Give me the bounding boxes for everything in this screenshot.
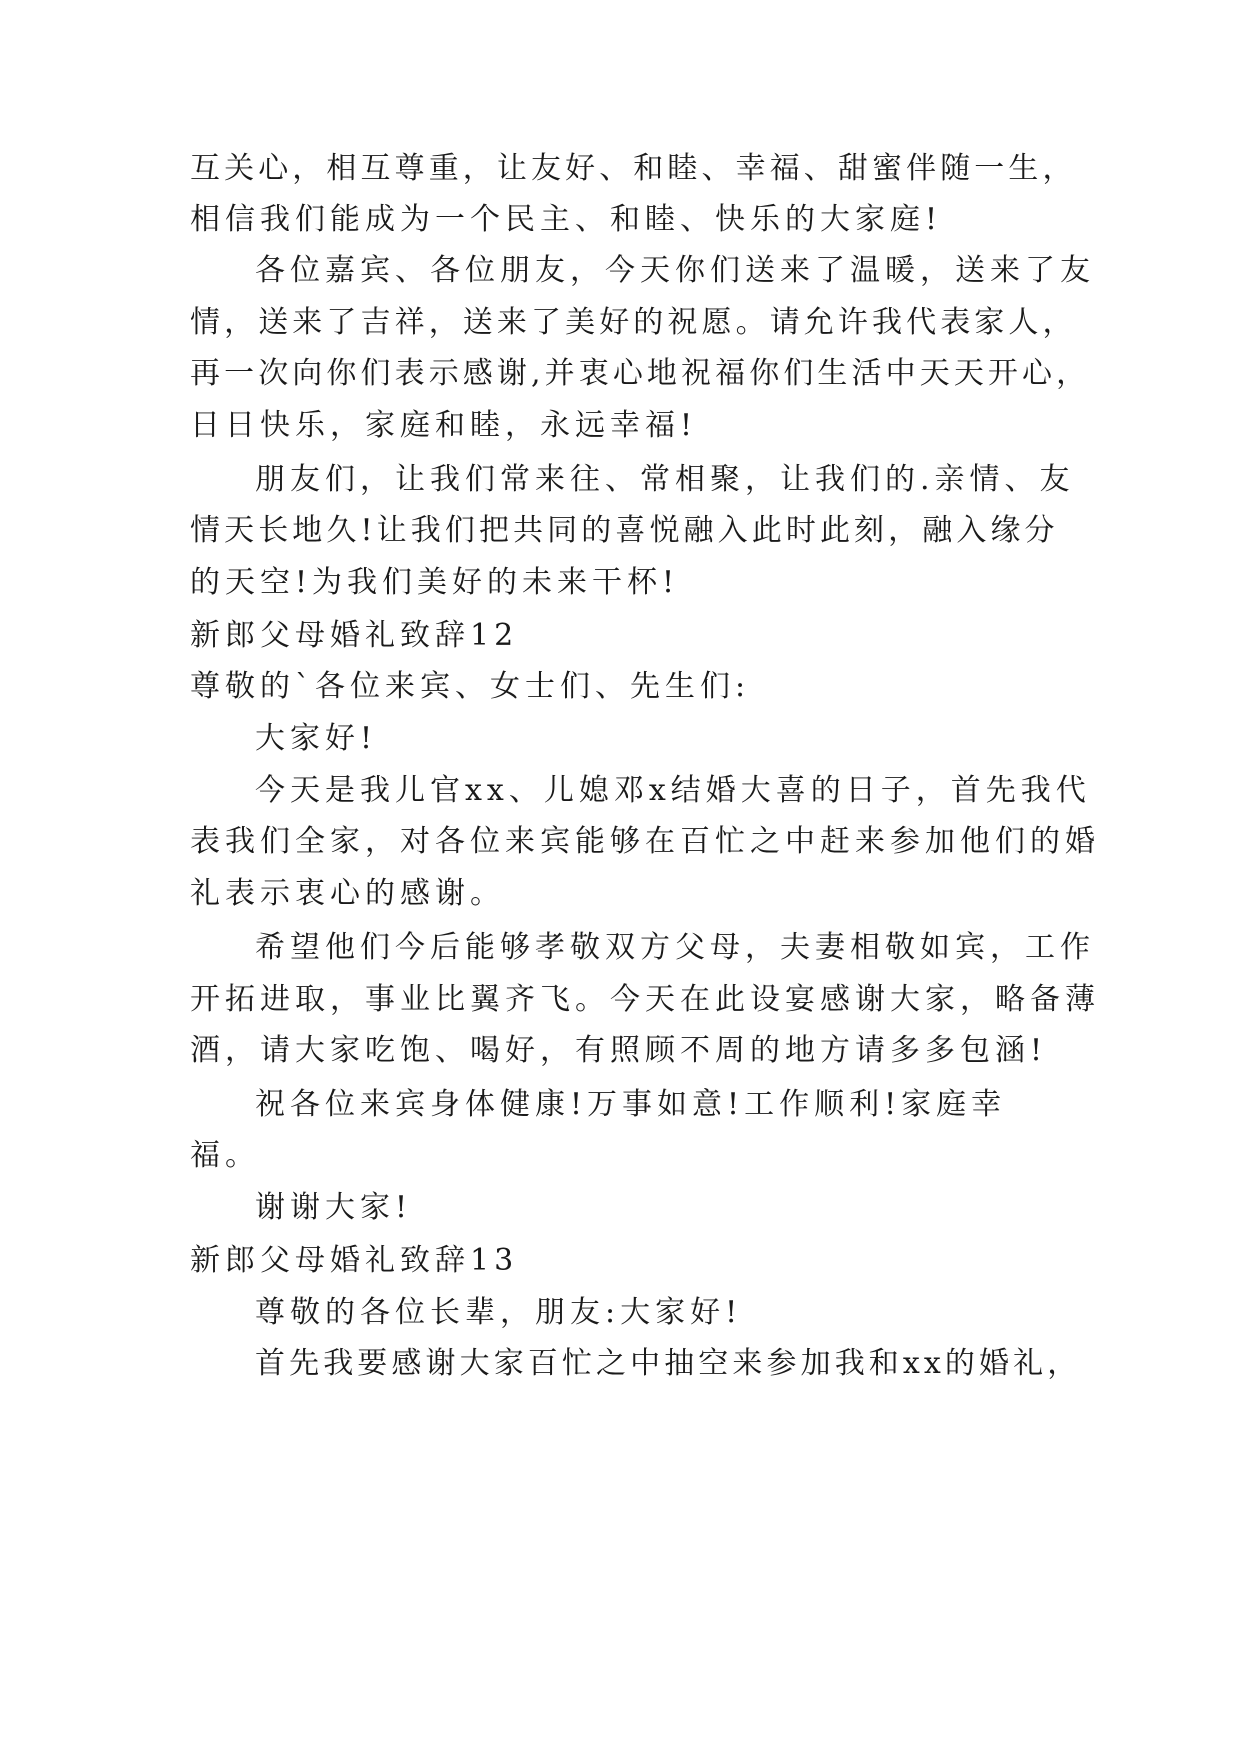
text-line: 情天长地久!让我们把共同的喜悦融入此时此刻，融入缘分 bbox=[190, 513, 1059, 548]
closing-line: 谢谢大家! bbox=[255, 1190, 413, 1225]
text-line: 礼表示衷心的感谢。 bbox=[190, 876, 505, 911]
text-line: 情，送来了吉祥，送来了美好的祝愿。请允许我代表家人， bbox=[190, 305, 1077, 340]
section-heading: 新郎父母婚礼致辞13 bbox=[190, 1243, 519, 1278]
text-line: 福。 bbox=[190, 1138, 260, 1173]
section-heading: 新郎父母婚礼致辞12 bbox=[190, 618, 519, 653]
salutation: 尊敬的`各位来宾、女士们、先生们: bbox=[190, 669, 751, 704]
paragraph-start: 今天是我儿官xx、儿媳邓x结婚大喜的日子，首先我代 bbox=[255, 773, 1091, 808]
salutation: 尊敬的各位长辈，朋友:大家好! bbox=[255, 1295, 743, 1330]
text-line: 开拓进取，事业比翼齐飞。今天在此设宴感谢大家，略备薄 bbox=[190, 982, 1100, 1017]
text-line: 互关心，相互尊重，让友好、和睦、幸福、甜蜜伴随一生， bbox=[190, 151, 1077, 186]
paragraph-start: 朋友们，让我们常来往、常相聚，让我们的.亲情、友 bbox=[255, 462, 1075, 497]
text-line: 再一次向你们表示感谢,并衷心地祝福你们生活中天天开心， bbox=[190, 356, 1091, 391]
paragraph-start: 首先我要感谢大家百忙之中抽空来参加我和xx的婚礼， bbox=[255, 1346, 1082, 1381]
text-line: 的天空!为我们美好的未来干杯! bbox=[190, 565, 680, 600]
text-line: 表我们全家，对各位来宾能够在百忙之中赶来参加他们的婚 bbox=[190, 824, 1100, 859]
text-line: 酒，请大家吃饱、喝好，有照顾不周的地方请多多包涵! bbox=[190, 1033, 1048, 1068]
paragraph-start: 祝各位来宾身体健康!万事如意!工作顺利!家庭幸 bbox=[255, 1087, 1007, 1122]
greeting: 大家好! bbox=[255, 721, 378, 756]
text-line: 相信我们能成为一个民主、和睦、快乐的大家庭! bbox=[190, 202, 943, 237]
paragraph-start: 各位嘉宾、各位朋友，今天你们送来了温暖，送来了友 bbox=[255, 253, 1095, 288]
paragraph-start: 希望他们今后能够孝敬双方父母，夫妻相敬如宾，工作 bbox=[255, 930, 1095, 965]
text-line: 日日快乐，家庭和睦，永远幸福! bbox=[190, 408, 698, 443]
